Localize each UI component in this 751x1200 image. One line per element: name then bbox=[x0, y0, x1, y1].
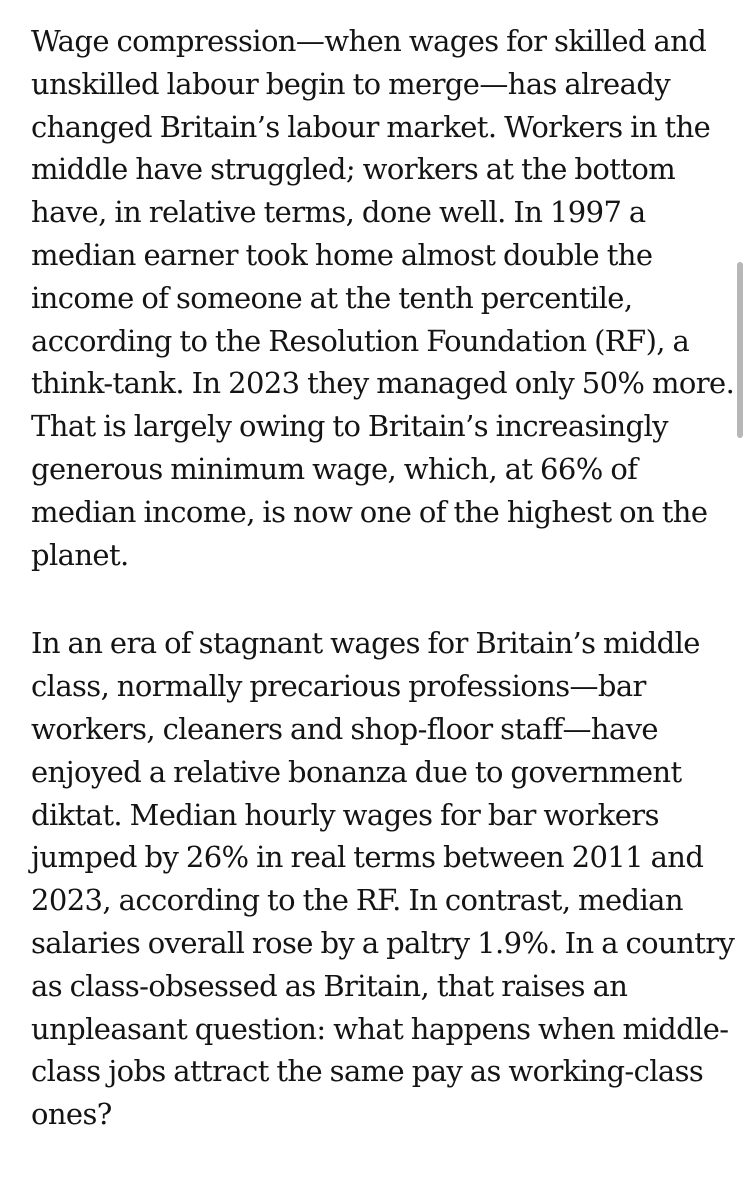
text-line: Wage compression—when wages for skilled and bbox=[31, 24, 707, 58]
vertical-scrollbar[interactable] bbox=[737, 262, 743, 438]
text-line: changed Britain’s labour market. Workers in the bbox=[31, 109, 711, 144]
paragraph-1 bbox=[31, 20, 735, 576]
text-line: workers, cleaners and shop-floor staff—have bbox=[31, 711, 658, 746]
text-line: salaries overall rose by a paltry 1.9%. In a country bbox=[31, 925, 735, 960]
text-line: median income, is now one of the highest on the bbox=[31, 494, 708, 529]
text-line: enjoyed a relative bonanza due to government bbox=[31, 754, 682, 789]
text-line: planet. bbox=[31, 537, 129, 572]
paragraph-spacer bbox=[31, 576, 731, 622]
text-line: median earner took home almost double the bbox=[31, 237, 653, 272]
text-line: In an era of stagnant wages for Britain’s middle bbox=[31, 626, 700, 661]
text-line: as class-obsessed as Britain, that raises an bbox=[31, 968, 628, 1003]
text-line: think-tank. In 2023 they managed only 50% more. bbox=[31, 366, 735, 401]
text-line: middle have struggled; workers at the bottom bbox=[31, 152, 676, 187]
article-body bbox=[31, 20, 735, 1136]
text-line: That is largely owing to Britain’s increasingly bbox=[31, 409, 668, 444]
text-line: jumped by 26% in real terms between 2011 and bbox=[31, 840, 704, 875]
text-line: unskilled labour begin to merge—has already bbox=[31, 66, 671, 101]
text-line: generous minimum wage, which, at 66% of bbox=[31, 451, 638, 486]
text-line: income of someone at the tenth percentile, bbox=[31, 280, 633, 315]
text-line: class jobs attract the same pay as working-class bbox=[31, 1054, 704, 1089]
text-line: ones? bbox=[31, 1097, 112, 1132]
text-line: 2023, according to the RF. In contrast, median bbox=[31, 883, 683, 918]
text-line: according to the Resolution Foundation (RF), a bbox=[31, 323, 690, 358]
paragraph-2 bbox=[31, 622, 735, 1136]
text-line: unpleasant question: what happens when middle- bbox=[31, 1011, 729, 1046]
text-line: have, in relative terms, done well. In 1997 a bbox=[31, 195, 646, 230]
text-line: class, normally precarious professions—bar bbox=[31, 669, 646, 704]
text-line: diktat. Median hourly wages for bar workers bbox=[31, 797, 659, 832]
